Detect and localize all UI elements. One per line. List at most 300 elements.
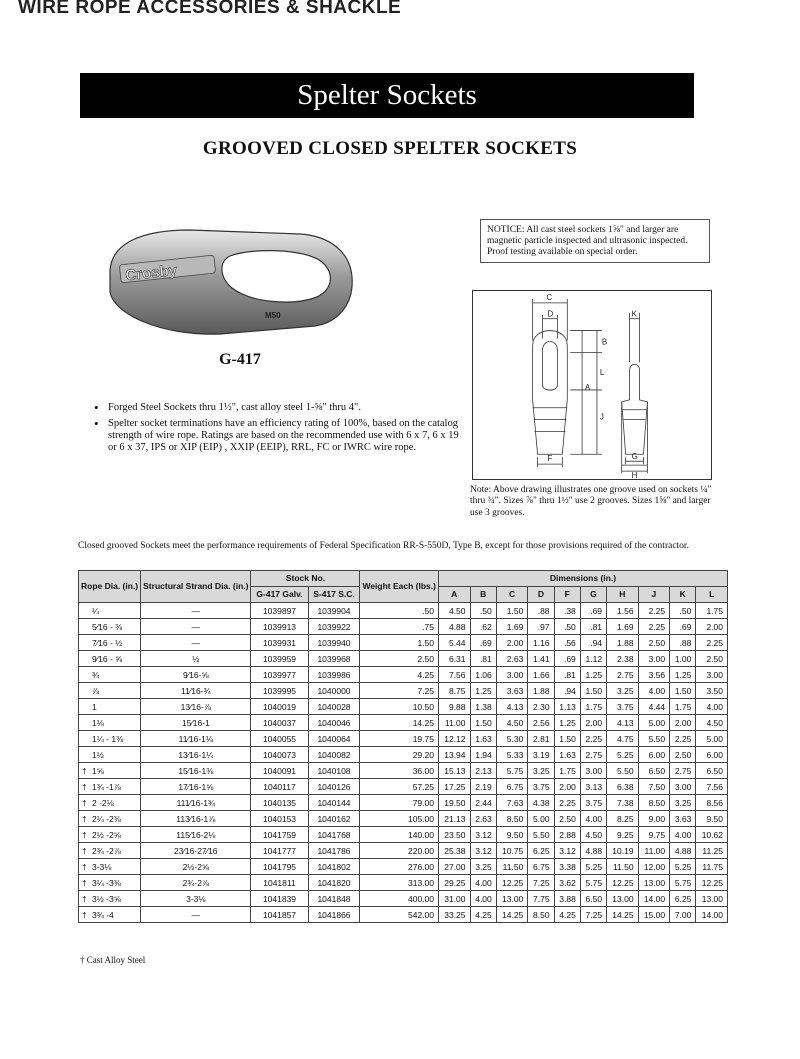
- header-dim-l: L: [696, 587, 728, 603]
- dim-label-g: G: [631, 452, 638, 462]
- g417-cell: 1041777: [251, 843, 308, 859]
- dimension-cell: 4.13: [607, 715, 639, 731]
- dimension-cell: 9.25: [607, 827, 639, 843]
- dimension-cell: .62: [470, 619, 496, 635]
- g417-cell: 1039995: [251, 683, 308, 699]
- rope-cell: [79, 859, 141, 875]
- dimension-cell: 10.62: [696, 827, 728, 843]
- s417-cell: 1040126: [308, 779, 360, 795]
- dimension-cell: 3.25: [528, 763, 554, 779]
- dimension-cell: 4.88: [670, 843, 696, 859]
- rope-cell: [79, 699, 141, 715]
- weight-cell: 542.00: [360, 907, 439, 923]
- dimension-cell: 11.25: [696, 843, 728, 859]
- dimension-cell: 6.31: [438, 651, 470, 667]
- dimension-cell: 15.00: [638, 907, 670, 923]
- weight-cell: 313.00: [360, 875, 439, 891]
- dimension-cell: .50: [554, 619, 580, 635]
- dimension-cell: 2.63: [496, 651, 528, 667]
- dimension-cell: 14.00: [638, 891, 670, 907]
- table-row: [79, 683, 728, 699]
- dimension-cell: 3.63: [496, 683, 528, 699]
- s417-cell: 1040028: [308, 699, 360, 715]
- dimension-cell: 3.12: [470, 827, 496, 843]
- cast-alloy-marker: †: [82, 861, 87, 872]
- weight-cell: 276.00: [360, 859, 439, 875]
- dimension-cell: 4.50: [496, 715, 528, 731]
- strand-cell: ½: [141, 651, 251, 667]
- dimension-cell: 1.66: [528, 667, 554, 683]
- dimension-cell: 11.50: [496, 859, 528, 875]
- rope-cell: [79, 907, 141, 923]
- dimension-cell: 9.88: [438, 699, 470, 715]
- weight-cell: 140.00: [360, 827, 439, 843]
- s417-cell: 1040162: [308, 811, 360, 827]
- rope-cell: [79, 667, 141, 683]
- dimension-cell: 4.00: [696, 699, 728, 715]
- rope-dia-value: 2½ -2⅝: [92, 829, 121, 840]
- dimension-cell: 2.19: [470, 779, 496, 795]
- strand-cell: —: [141, 619, 251, 635]
- table-row: [79, 795, 728, 811]
- rope-cell: [79, 811, 141, 827]
- dimension-cell: 6.25: [528, 843, 554, 859]
- table-row: [79, 779, 728, 795]
- dimension-cell: .81: [554, 667, 580, 683]
- footnote: † Cast Alloy Steel: [80, 955, 146, 965]
- dimension-cell: 12.25: [496, 875, 528, 891]
- dimension-cell: .81: [580, 619, 606, 635]
- dimension-cell: 2.63: [470, 811, 496, 827]
- dimension-cell: 2.75: [670, 763, 696, 779]
- dimension-cell: 12.25: [607, 875, 639, 891]
- dimension-cell: 7.63: [496, 795, 528, 811]
- dimension-cell: .69: [554, 651, 580, 667]
- g417-cell: 1040135: [251, 795, 308, 811]
- strand-cell: 9⁄16-⅝: [141, 667, 251, 683]
- rope-cell: [79, 779, 141, 795]
- rope-dia-value: 3¾ -4: [92, 909, 114, 920]
- dimension-cell: 3.75: [528, 779, 554, 795]
- rope-cell: [79, 635, 141, 651]
- dimension-cell: 1.50: [496, 603, 528, 619]
- rope-cell: [79, 619, 141, 635]
- s417-cell: 1041786: [308, 843, 360, 859]
- header-weight: Weight Each (lbs.): [360, 571, 439, 603]
- dimension-cell: .81: [470, 651, 496, 667]
- s417-cell: 1041768: [308, 827, 360, 843]
- section-title: Spelter Sockets: [80, 73, 694, 118]
- dim-label-k: K: [631, 309, 637, 319]
- strand-cell: 13⁄16-1¼: [141, 747, 251, 763]
- dimension-cell: 19.50: [438, 795, 470, 811]
- dimension-cell: 3.62: [554, 875, 580, 891]
- dimension-cell: 21.13: [438, 811, 470, 827]
- table-row: [79, 603, 728, 619]
- dimension-cell: 3.00: [496, 667, 528, 683]
- dimension-cell: 1.06: [470, 667, 496, 683]
- dimension-cell: 1.25: [580, 667, 606, 683]
- dimension-cell: 5.50: [638, 731, 670, 747]
- dimension-cell: 5.75: [580, 875, 606, 891]
- dimension-cell: 3.75: [580, 795, 606, 811]
- dimension-cell: 17.25: [438, 779, 470, 795]
- dimension-cell: 1.75: [580, 699, 606, 715]
- dimension-cell: 8.50: [496, 811, 528, 827]
- strand-cell: 113⁄16-1⅞: [141, 811, 251, 827]
- s417-cell: 1040000: [308, 683, 360, 699]
- dimension-cell: .88: [528, 603, 554, 619]
- dimension-cell: 11.75: [696, 859, 728, 875]
- dimension-cell: 1.00: [670, 651, 696, 667]
- dimension-cell: 7.00: [670, 907, 696, 923]
- dimension-cell: 3.38: [554, 859, 580, 875]
- header-stock-no: Stock No.: [251, 571, 360, 587]
- rope-cell: [79, 715, 141, 731]
- rope-cell: [79, 603, 141, 619]
- dimension-cell: 5.50: [528, 827, 554, 843]
- dimension-cell: 29.25: [438, 875, 470, 891]
- cast-alloy-marker: †: [82, 765, 87, 776]
- dimension-cell: .50: [670, 603, 696, 619]
- table-row: [79, 859, 728, 875]
- dimension-cell: 9.75: [638, 827, 670, 843]
- spelter-socket-image: [100, 222, 360, 342]
- table-row: [79, 747, 728, 763]
- dimension-cell: 10.75: [496, 843, 528, 859]
- g417-cell: 1039913: [251, 619, 308, 635]
- table-row: [79, 731, 728, 747]
- dimension-cell: 6.00: [696, 747, 728, 763]
- dimension-cell: .38: [554, 603, 580, 619]
- rope-dia-value: ¼: [92, 605, 100, 616]
- dimension-cell: 1.88: [607, 635, 639, 651]
- header-dimensions: Dimensions (in.): [438, 571, 727, 587]
- notice-box: NOTICE: All cast steel sockets 1⅝" and larger are magnetic particle inspected and ultrasonic inspected. Proof testing available on special order.: [480, 219, 710, 263]
- strand-cell: 15⁄16-1: [141, 715, 251, 731]
- dimension-cell: 8.50: [638, 795, 670, 811]
- dimension-cell: 14.25: [496, 907, 528, 923]
- dimension-cell: 6.50: [638, 763, 670, 779]
- dim-label-h: H: [631, 471, 638, 480]
- s417-cell: 1040082: [308, 747, 360, 763]
- dimension-cell: 5.75: [496, 763, 528, 779]
- dimension-cell: 3.12: [554, 843, 580, 859]
- dimension-cell: 1.88: [528, 683, 554, 699]
- dimension-cell: 3.50: [696, 683, 728, 699]
- specification-table: [78, 570, 728, 923]
- strand-cell: 111⁄16-1¾: [141, 795, 251, 811]
- dimension-cell: .69: [670, 619, 696, 635]
- dimension-cell: 2.75: [607, 667, 639, 683]
- s417-cell: 1039922: [308, 619, 360, 635]
- dim-label-j: J: [599, 412, 604, 422]
- dimension-cell: 1.25: [554, 715, 580, 731]
- dimension-cell: 2.44: [470, 795, 496, 811]
- s417-cell: 1041802: [308, 859, 360, 875]
- rope-dia-value: 3-3⅛: [92, 861, 112, 872]
- dimension-cell: 1.69: [496, 619, 528, 635]
- rope-dia-value: 3½ -3⅝: [92, 893, 121, 904]
- rope-dia-value: ¾: [92, 669, 100, 680]
- g417-cell: 1040019: [251, 699, 308, 715]
- dimension-cell: 2.75: [580, 747, 606, 763]
- dimension-cell: 8.25: [607, 811, 639, 827]
- dimension-cell: 6.75: [528, 859, 554, 875]
- strand-cell: —: [141, 907, 251, 923]
- dimension-cell: 12.12: [438, 731, 470, 747]
- dimension-cell: 11.50: [607, 859, 639, 875]
- dimension-cell: 4.13: [496, 699, 528, 715]
- dimension-cell: 3.19: [528, 747, 554, 763]
- g417-cell: 1041839: [251, 891, 308, 907]
- dimension-cell: 3.00: [696, 667, 728, 683]
- dimension-cell: 9.00: [638, 811, 670, 827]
- dimension-cell: 7.38: [607, 795, 639, 811]
- strand-cell: 11⁄16-1⅛: [141, 731, 251, 747]
- dimension-cell: 2.56: [528, 715, 554, 731]
- table-row: [79, 843, 728, 859]
- g417-cell: 1040055: [251, 731, 308, 747]
- g417-cell: 1040117: [251, 779, 308, 795]
- table-row: [79, 875, 728, 891]
- dimension-cell: .50: [470, 603, 496, 619]
- s417-cell: 1040144: [308, 795, 360, 811]
- weight-cell: .50: [360, 603, 439, 619]
- strand-cell: 2¾-2⅞: [141, 875, 251, 891]
- dimension-cell: 2.00: [580, 715, 606, 731]
- rope-cell: [79, 683, 141, 699]
- dimension-cell: 1.50: [470, 715, 496, 731]
- strand-cell: 3-3⅛: [141, 891, 251, 907]
- dimension-cell: 5.44: [438, 635, 470, 651]
- dimension-cell: .94: [580, 635, 606, 651]
- weight-cell: 220.00: [360, 843, 439, 859]
- dimension-cell: 4.50: [696, 715, 728, 731]
- weight-cell: 1.50: [360, 635, 439, 651]
- strand-cell: —: [141, 603, 251, 619]
- g417-cell: 1039959: [251, 651, 308, 667]
- dimension-cell: 4.00: [580, 811, 606, 827]
- dimension-cell: 8.75: [438, 683, 470, 699]
- dimension-cell: 3.75: [607, 699, 639, 715]
- dim-label-l: L: [599, 368, 605, 378]
- s417-cell: 1040108: [308, 763, 360, 779]
- s417-cell: 1040064: [308, 731, 360, 747]
- g417-cell: 1041857: [251, 907, 308, 923]
- s417-cell: 1039940: [308, 635, 360, 651]
- dimension-cell: 2.00: [670, 715, 696, 731]
- cast-alloy-marker: †: [82, 893, 87, 904]
- rope-dia-value: 5⁄16 - ⅜: [92, 621, 123, 632]
- header-dim-c: C: [496, 587, 528, 603]
- dim-label-d: D: [547, 309, 554, 319]
- dimension-cell: 4.50: [438, 603, 470, 619]
- strand-cell: 13⁄16-⅞: [141, 699, 251, 715]
- dimension-cell: 25.38: [438, 843, 470, 859]
- dim-label-b: B: [601, 337, 608, 347]
- rope-dia-value: ⅞: [92, 685, 100, 696]
- dimension-cell: 1.75: [670, 699, 696, 715]
- table-row: [79, 635, 728, 651]
- table-row: [79, 891, 728, 907]
- strand-cell: 115⁄16-2⅛: [141, 827, 251, 843]
- dimension-cell: 13.00: [607, 891, 639, 907]
- dimension-cell: 4.00: [638, 683, 670, 699]
- feature-list: [92, 402, 462, 458]
- dimension-cell: 7.56: [438, 667, 470, 683]
- feature-item: • Forged Steel Sockets thru 1½", cast alloy steel 1-⅝" thru 4".: [92, 402, 462, 414]
- dimension-cell: 8.56: [696, 795, 728, 811]
- dimension-cell: 2.50: [670, 747, 696, 763]
- dimension-cell: 2.13: [470, 763, 496, 779]
- strand-cell: 23⁄16-27⁄16: [141, 843, 251, 859]
- dimension-cell: 1.56: [607, 603, 639, 619]
- dimension-cell: 9.50: [496, 827, 528, 843]
- dimension-cell: 4.00: [470, 891, 496, 907]
- cast-alloy-marker: †: [82, 877, 87, 888]
- rope-dia-value: 2 -2⅛: [92, 797, 114, 808]
- dimension-cell: 1.50: [554, 731, 580, 747]
- dimension-cell: 3.63: [670, 811, 696, 827]
- header-dim-g: G: [580, 587, 606, 603]
- dimension-cell: .69: [580, 603, 606, 619]
- g417-cell: 1039931: [251, 635, 308, 651]
- rope-dia-value: 2¼ -2⅜: [92, 813, 121, 824]
- dimension-cell: 1.63: [470, 731, 496, 747]
- dimension-cell: 1.38: [470, 699, 496, 715]
- table-row: [79, 619, 728, 635]
- table-row: [79, 811, 728, 827]
- dimension-cell: 2.50: [554, 811, 580, 827]
- g417-cell: 1040091: [251, 763, 308, 779]
- dimension-cell: 3.25: [470, 859, 496, 875]
- header-rope-dia: Rope Dia. (in.): [79, 571, 141, 603]
- header-dim-a: A: [438, 587, 470, 603]
- g417-cell: 1040037: [251, 715, 308, 731]
- header-dim-j: J: [638, 587, 670, 603]
- dimension-cell: 1.13: [554, 699, 580, 715]
- dimension-cell: .56: [554, 635, 580, 651]
- dimension-cell: 5.25: [670, 859, 696, 875]
- dimension-cell: 1.94: [470, 747, 496, 763]
- g417-cell: 1039977: [251, 667, 308, 683]
- dimension-cell: 1.16: [528, 635, 554, 651]
- dimension-cell: 6.75: [496, 779, 528, 795]
- header-dim-f: F: [554, 587, 580, 603]
- header-g417: G-417 Galv.: [251, 587, 308, 603]
- strand-cell: 17⁄16-1⅝: [141, 779, 251, 795]
- weight-cell: 105.00: [360, 811, 439, 827]
- strand-cell: 15⁄16-1⅜: [141, 763, 251, 779]
- dimension-cell: 13.00: [696, 891, 728, 907]
- weight-cell: 10.50: [360, 699, 439, 715]
- dim-label-a: A: [585, 382, 591, 392]
- dimension-cell: 5.50: [607, 763, 639, 779]
- dimension-cell: 13.00: [638, 875, 670, 891]
- dimension-cell: 7.25: [528, 875, 554, 891]
- dimension-cell: 1.75: [696, 603, 728, 619]
- dimension-cell: 4.25: [470, 907, 496, 923]
- dimension-cell: 7.25: [580, 907, 606, 923]
- weight-cell: 400.00: [360, 891, 439, 907]
- dimension-cell: 3.12: [470, 843, 496, 859]
- s417-cell: 1041866: [308, 907, 360, 923]
- dimension-cell: 3.00: [638, 651, 670, 667]
- g417-cell: 1041795: [251, 859, 308, 875]
- brand-mark: Crosby: [124, 262, 178, 285]
- page-header: WIRE ROPE ACCESSORIES & SHACKLE: [18, 0, 402, 18]
- model-label: G-417: [219, 351, 261, 368]
- s417-cell: 1041820: [308, 875, 360, 891]
- dimension-cell: 5.33: [496, 747, 528, 763]
- dimension-cell: 6.00: [638, 747, 670, 763]
- dimension-cell: 5.30: [496, 731, 528, 747]
- dimension-cell: 5.00: [638, 715, 670, 731]
- section-subtitle: GROOVED CLOSED SPELTER SOCKETS: [202, 138, 578, 159]
- weight-cell: 57.25: [360, 779, 439, 795]
- dimension-cell: 2.25: [554, 795, 580, 811]
- weight-cell: 79.00: [360, 795, 439, 811]
- rope-dia-value: 1¾ -1⅞: [92, 781, 121, 792]
- dimension-cell: 2.00: [496, 635, 528, 651]
- g417-cell: 1040073: [251, 747, 308, 763]
- cast-alloy-marker: †: [82, 781, 87, 792]
- rope-dia-value: 2¾ -2⅞: [92, 845, 121, 856]
- g417-cell: 1041759: [251, 827, 308, 843]
- g417-cell: 1039897: [251, 603, 308, 619]
- dimension-cell: 4.75: [607, 731, 639, 747]
- dimension-cell: 1.50: [670, 683, 696, 699]
- rope-dia-value: 1½: [92, 749, 104, 760]
- weight-cell: 29.20: [360, 747, 439, 763]
- dimension-cell: .69: [470, 635, 496, 651]
- rope-cell: [79, 827, 141, 843]
- g417-cell: 1040153: [251, 811, 308, 827]
- weight-cell: 4.25: [360, 667, 439, 683]
- dimension-cell: 13.00: [496, 891, 528, 907]
- dimension-cell: 5.00: [696, 731, 728, 747]
- dimension-cell: 5.75: [670, 875, 696, 891]
- dimension-cell: 1.75: [554, 763, 580, 779]
- dimension-cell: 2.88: [554, 827, 580, 843]
- table-row: [79, 827, 728, 843]
- dimension-cell: 2.00: [696, 619, 728, 635]
- s417-cell: 1039904: [308, 603, 360, 619]
- dimension-cell: 6.25: [670, 891, 696, 907]
- dimension-cell: 23.50: [438, 827, 470, 843]
- dimension-cell: 2.50: [638, 635, 670, 651]
- dimension-cell: 13.94: [438, 747, 470, 763]
- dimension-cell: 33.25: [438, 907, 470, 923]
- dimension-cell: 2.25: [580, 731, 606, 747]
- dimension-cell: 31.00: [438, 891, 470, 907]
- rope-dia-value: 1¼ - 1⅜: [92, 733, 124, 744]
- header-strand-dia: Structural Strand Dia. (in.): [141, 571, 251, 603]
- diagram-note: Note: Above drawing illustrates one groove used on sockets ¼" thru ¾". Sizes ⅞" thru 1½" use 2 grooves. Sizes 1⅝" and larger use 3 grooves.: [470, 485, 712, 518]
- dimension-cell: 3.56: [638, 667, 670, 683]
- dimension-cell: 4.88: [438, 619, 470, 635]
- dimension-cell: 4.88: [580, 843, 606, 859]
- dimension-cell: 6.50: [580, 891, 606, 907]
- weight-cell: 2.50: [360, 651, 439, 667]
- rope-cell: [79, 843, 141, 859]
- dimension-cell: 2.38: [607, 651, 639, 667]
- dimension-cell: 9.50: [696, 811, 728, 827]
- dimension-cell: 1.41: [528, 651, 554, 667]
- dimension-cell: 10.19: [607, 843, 639, 859]
- dimension-cell: 1.12: [580, 651, 606, 667]
